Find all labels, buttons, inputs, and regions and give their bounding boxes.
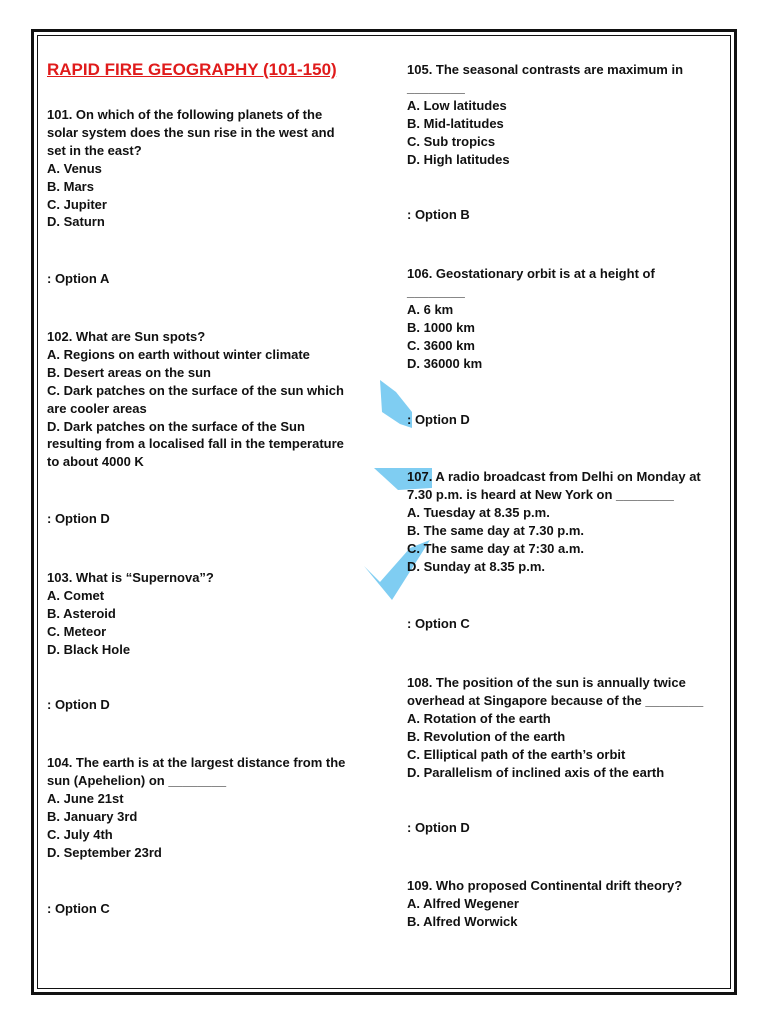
option-text: resulting from a localised fall in the temperature (47, 436, 344, 452)
question-text-line: 109. Who proposed Continental drift theory? (407, 878, 683, 893)
question-text-line: 101. On which of the following planets of the (47, 107, 323, 122)
question-text-line: 108. The position of the sun is annually twice (407, 675, 686, 690)
option-text: B. Mid-latitudes (407, 115, 504, 131)
question-text-line: set in the east? (47, 142, 142, 158)
option-text: D. Dark patches on the surface of the Sun (47, 418, 305, 434)
option-text: A. Tuesday at 8.35 p.m. (407, 504, 550, 520)
option-text: B. The same day at 7.30 p.m. (407, 522, 585, 538)
question-107 (407, 468, 701, 575)
page-title: RAPID FIRE GEOGRAPHY (101-150) (47, 60, 337, 79)
question-text-line: sun (Apehelion) on ________ (47, 772, 227, 788)
question-text-line: overhead at Singapore because of the ________ (407, 692, 704, 708)
question-109 (407, 877, 682, 931)
question-text-line: 103. What is “Supernova”? (47, 570, 214, 585)
option-text: C. Jupiter (47, 196, 107, 212)
option-text: D. Black Hole (47, 641, 131, 657)
question-text-line: 105. The seasonal contrasts are maximum in (407, 62, 684, 77)
question-text-line: 7.30 p.m. is heard at New York on ________ (407, 486, 674, 502)
option-text: C. Elliptical path of the earth’s orbit (407, 746, 626, 762)
option-text: D. 36000 km (407, 355, 483, 371)
option-text: C. 3600 km (407, 337, 475, 353)
option-text: D. High latitudes (407, 151, 510, 167)
question-text-line: ________ (407, 79, 465, 95)
question-text-line: solar system does the sun rise in the west and (47, 124, 335, 140)
option-text: C. Sub tropics (407, 133, 496, 149)
question-text-line: 107. A radio broadcast from Delhi on Monday at (407, 469, 701, 484)
option-text: A. June 21st (47, 790, 124, 806)
option-text: C. July 4th (47, 826, 113, 842)
question-104 (47, 754, 345, 861)
option-text: B. Alfred Worwick (407, 913, 518, 929)
option-text: B. Revolution of the earth (407, 728, 566, 744)
option-text: D. Parallelism of inclined axis of the earth (407, 764, 665, 780)
question-106 (407, 265, 655, 372)
answer-text: : Option D (47, 697, 110, 712)
question-text-line: 102. What are Sun spots? (47, 329, 206, 344)
question-103 (47, 569, 214, 659)
option-text: B. January 3rd (47, 808, 138, 824)
option-text: D. Saturn (47, 214, 105, 230)
option-text: to about 4000 K (47, 454, 144, 470)
option-text: A. 6 km (407, 301, 454, 317)
answer-text: : Option B (407, 207, 470, 222)
option-text: are cooler areas (47, 400, 147, 416)
option-text: A. Low latitudes (407, 97, 507, 113)
option-text: A. Alfred Wegener (407, 895, 519, 911)
question-text-line: 106. Geostationary orbit is at a height of (407, 266, 655, 281)
question-105 (407, 61, 683, 168)
option-text: C. The same day at 7:30 a.m. (407, 540, 585, 556)
option-text: A. Regions on earth without winter climate (47, 346, 310, 362)
answer-text: : Option D (407, 412, 470, 427)
answer-text: : Option D (407, 820, 470, 835)
option-text: B. 1000 km (407, 319, 475, 335)
answer-text: : Option C (47, 901, 110, 916)
option-text: B. Asteroid (47, 605, 116, 621)
answer-text: : Option C (407, 616, 470, 631)
answer-text: : Option A (47, 271, 110, 286)
question-text-line: 104. The earth is at the largest distance from the (47, 755, 346, 770)
option-text: D. September 23rd (47, 844, 162, 860)
answer-text: : Option D (47, 511, 110, 526)
question-text-line: ________ (407, 283, 465, 299)
option-text: D. Sunday at 8.35 p.m. (407, 558, 545, 574)
question-101 (47, 106, 335, 231)
option-text: A. Comet (47, 587, 105, 603)
question-108 (407, 674, 703, 781)
question-102 (47, 328, 344, 471)
option-text: C. Meteor (47, 623, 107, 639)
option-text: B. Desert areas on the sun (47, 364, 211, 380)
option-text: B. Mars (47, 178, 94, 194)
option-text: A. Venus (47, 160, 102, 176)
option-text: C. Dark patches on the surface of the sun which (47, 382, 344, 398)
option-text: A. Rotation of the earth (407, 710, 551, 726)
